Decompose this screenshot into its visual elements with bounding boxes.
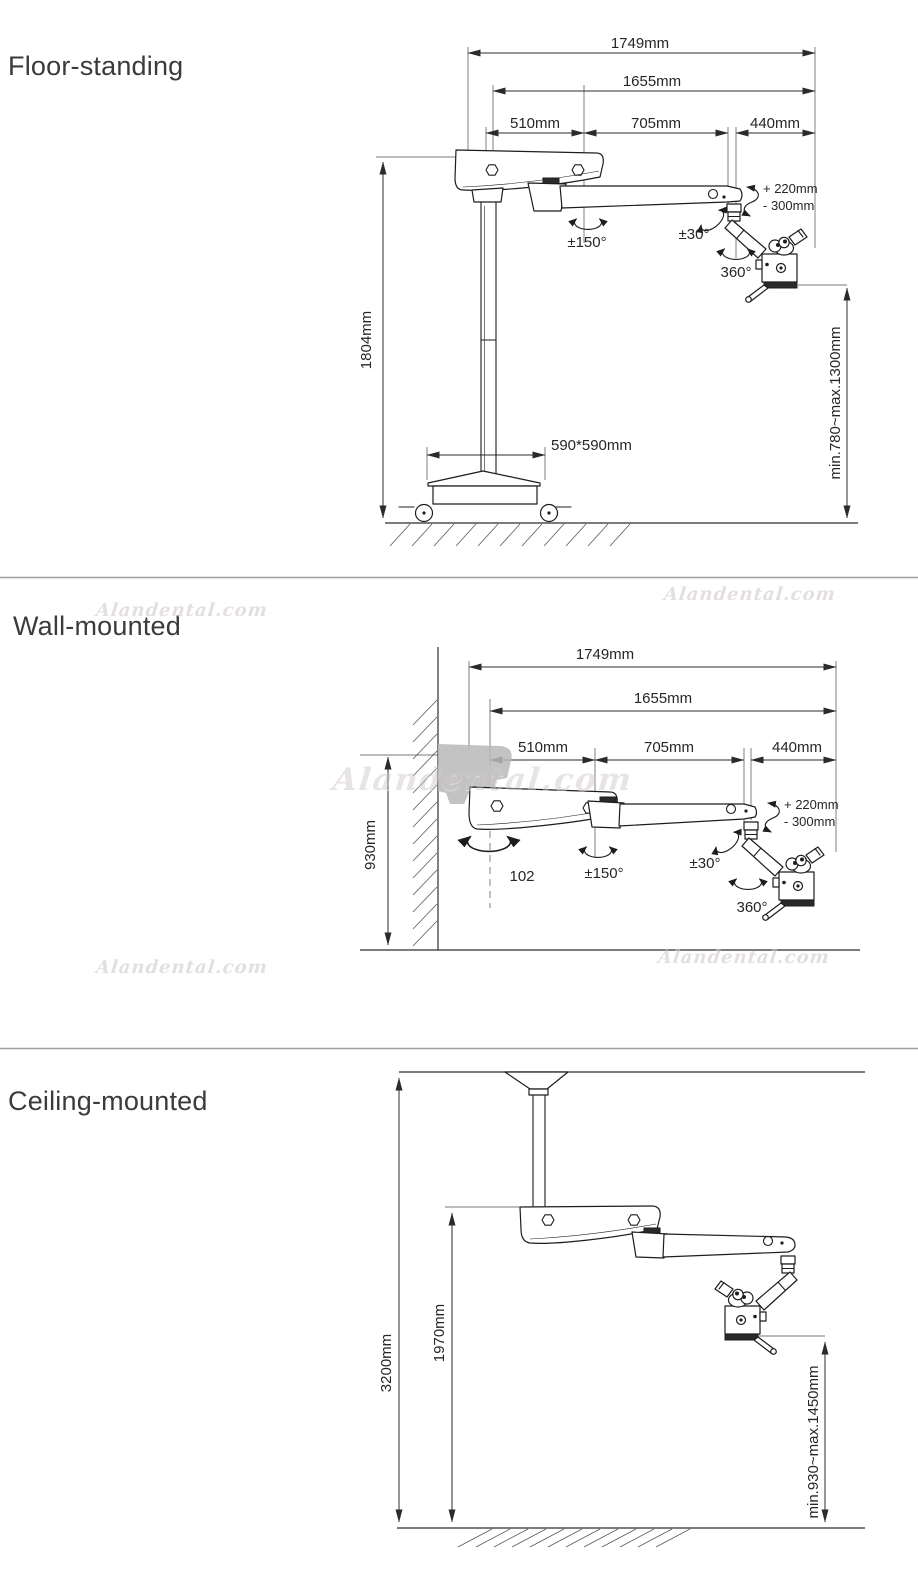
wall-dim-arm-reach: 1655mm [633,690,693,707]
floor-dim-arm-reach: 1655mm [622,73,682,90]
wall-mounted-diagram [360,646,860,950]
wall-scope-rotation-label: 360° [736,899,768,916]
watermark: Alandental.com [656,947,831,968]
floor-arm-rotation-label: ±150° [567,234,607,251]
floor-dim-stand-height: 1804mm [358,310,375,370]
floor-lift-up-label: + 220mm [763,181,818,196]
wall-mounted-title: Wall-mounted [13,611,181,641]
floor-dim-base-size: 590*590mm [551,437,632,454]
wall-arm-rotation-label: ±150° [584,865,624,882]
watermark: Alandental.com [331,762,635,798]
floor-dim-segment3: 440mm [749,115,801,132]
floor-scope-rotation-label: 360° [720,264,752,281]
floor-dim-working-height: min.780~max.1300mm [827,326,844,480]
floor-dim-total-reach: 1749mm [610,35,670,52]
floor-head-tilt-label: ±30° [678,226,710,243]
floor-lift-down-label: - 300mm [763,198,815,213]
wall-dim-segment3: 440mm [771,739,823,756]
wall-lift-down-label: - 300mm [784,814,836,829]
ceiling-mounted-title: Ceiling-mounted [8,1086,208,1116]
floor-dim-segment1: 510mm [509,115,561,132]
wall-offset-label: 102 [509,868,535,885]
wall-dim-segment1: 510mm [517,739,569,756]
floor-dim-segment2: 705mm [630,115,682,132]
wall-dim-mount-height: 930mm [362,819,379,871]
watermark: Alandental.com [94,600,269,621]
ceiling-mounted-diagram [378,1072,865,1547]
floor-standing-title: Floor-standing [8,51,184,81]
wall-head-tilt-label: ±30° [689,855,721,872]
wall-lift-up-label: + 220mm [784,797,839,812]
watermark: Alandental.com [94,957,269,978]
ceiling-machine-outline [505,1072,797,1354]
wall-surface [413,647,438,950]
floor-ground [385,523,858,546]
watermark: Alandental.com [662,584,837,605]
ceiling-dim-working-height: min.930~max.1450mm [805,1365,822,1519]
wall-dim-segment2: 705mm [643,739,695,756]
wall-dim-total-reach: 1749mm [575,646,635,663]
floor-standing-diagram [358,35,858,546]
ceiling-dim-ceiling-height: 3200mm [378,1333,395,1393]
ceiling-dim-column-height: 1970mm [431,1303,448,1363]
ceiling-floor [397,1528,865,1547]
floor-microscope-head [725,204,807,302]
ceiling-microscope-head [715,1256,797,1354]
